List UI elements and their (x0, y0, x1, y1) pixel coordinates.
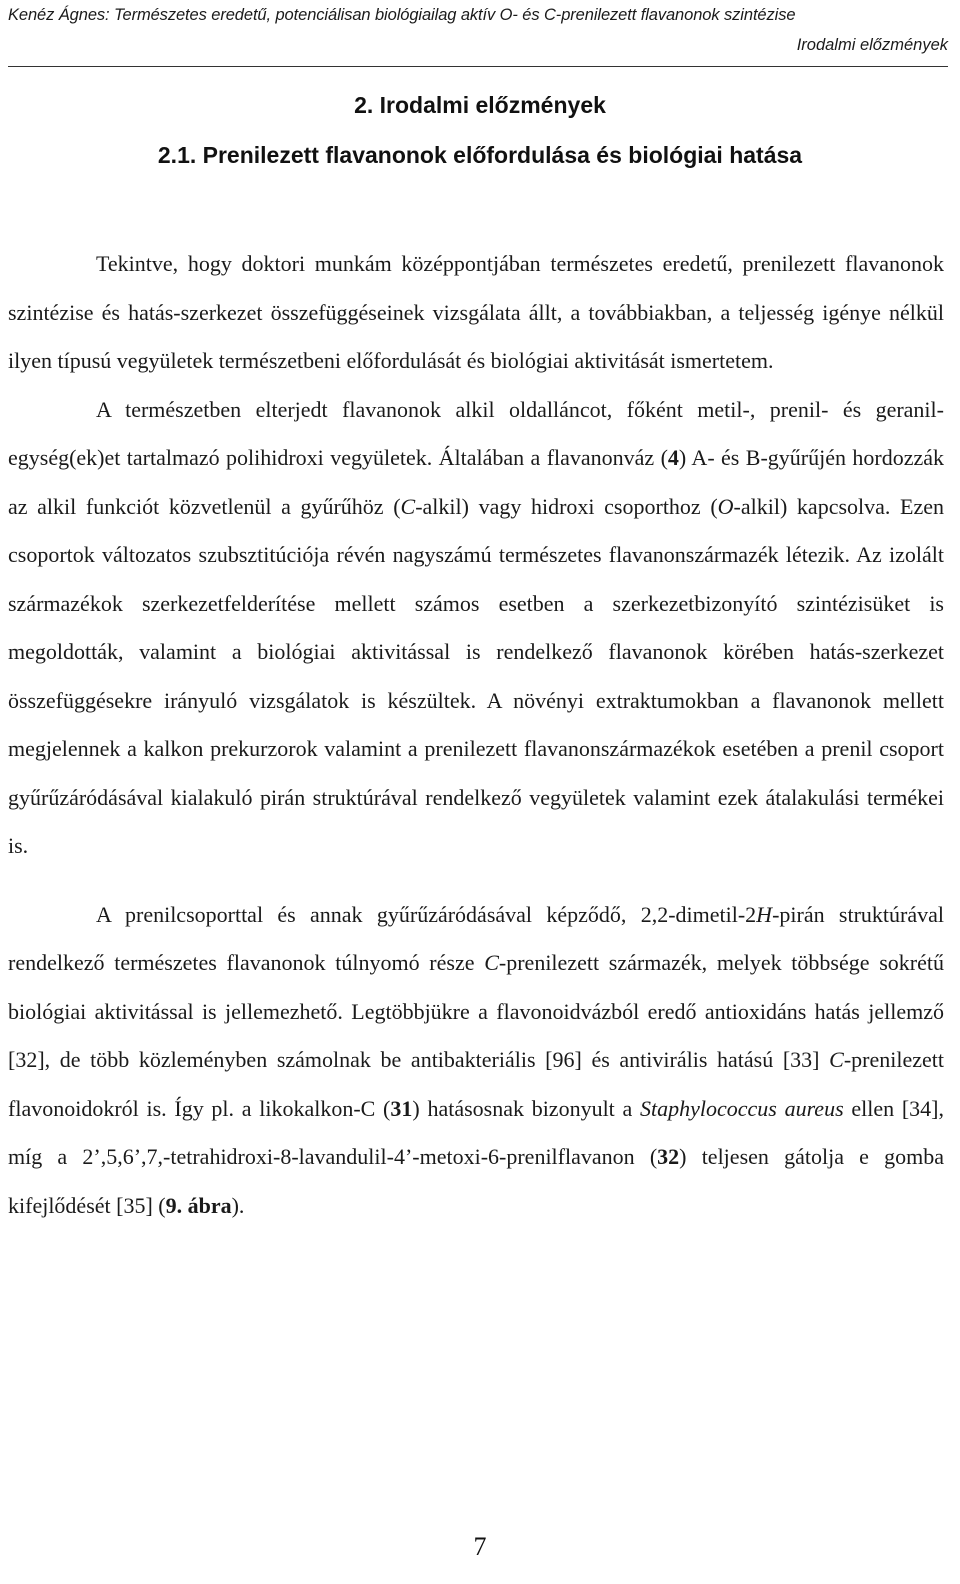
paragraph-text: A prenilcsoporttal és annak gyűrűzáródásával képződő, 2,2-dimetil-2 (96, 901, 757, 927)
italic-term: C (400, 493, 416, 519)
page-number: 7 (473, 1532, 487, 1561)
paragraph-3 (8, 891, 944, 1231)
chapter-heading: 2. Irodalmi előzmények (354, 92, 606, 118)
header-rule (8, 66, 948, 67)
paragraph-text: ellen [34], míg a 2’,5,6’,7,-tetrahidroxi-8-lavandulil-4’-metoxi-6-prenilflavanon ( (8, 1095, 944, 1169)
italic-term: C (484, 950, 499, 975)
paragraph-text: ). (231, 1192, 245, 1218)
compound-number: 4 (667, 445, 679, 470)
body-text (8, 240, 944, 1230)
paragraph-2 (8, 386, 944, 871)
paragraph-text: -prenilezett származék, melyek többsége sokrétű biológiai aktivitással is jellemezhető. Legtöbbjükre a flavonoidvázból eredő antioxidáns hatás jellemző [32], de több közleményben számolnak be antibakteriális [96] és antivirális hatású [33] (8, 950, 945, 1072)
compound-number: 32 (657, 1144, 680, 1169)
running-header (8, 6, 948, 55)
paragraph-1 (8, 240, 944, 386)
header-section-name: Irodalmi előzmények (796, 36, 948, 54)
figure-reference: 9. ábra (165, 1192, 232, 1218)
paragraph-text: A természetben elterjedt flavanonok alkil oldalláncot, főként metil-, prenil- és geranil-egység(ek)et tartalmazó polihidroxi vegyületek. Általában a flavanonváz ( (8, 396, 944, 470)
paragraph-text: Tekintve, hogy doktori munkám középpontjában természetes eredetű, prenilezett flavanonok szintézise és hatás-szerkezet összefüggéseinek vizsgálata állt, a továbbiakban, a teljesség igénye nélkül ilyen típusú vegyületek természetbeni előfordulását és biológiai aktivitását ismertetem. (8, 251, 944, 373)
italic-term: H (756, 901, 773, 927)
paragraph-text: ) hatásosnak bizonyult a (412, 1095, 640, 1121)
header-author-title: Kenéz Ágnes: Természetes eredetű, potenciálisan biológiailag aktív O- és C-prenilezett flavanonok szintézise (8, 6, 796, 24)
paragraph-text: ) A- és B-gyűrűjén hordozzák az alkil funkciót közvetlenül a gyűrűhöz ( (8, 445, 944, 519)
compound-number: 31 (390, 1095, 413, 1121)
italic-term: C (829, 1047, 844, 1072)
paragraph-text: -pirán struktúrával rendelkező természetes flavanonok túlnyomó része (8, 901, 944, 975)
italic-term: O (717, 493, 734, 519)
section-heading: 2.1. Prenilezett flavanonok előfordulása és biológiai hatása (157, 142, 803, 168)
paragraph-text: -prenilezett flavonoidokról is. Így pl. a likokalkon-C ( (8, 1047, 944, 1121)
species-name: Staphylococcus aureus (640, 1095, 844, 1121)
paragraph-text: -alkil) vagy hidroxi csoporthoz ( (415, 493, 718, 519)
paragraph-text: -alkil) kapcsolva. Ezen csoportok változatos szubsztitúciója révén nagyszámú természetes flavanonszármazék létezik. Az izolált származékok szerkezetfelderítése mellett számos esetben a szerkezetbizonyító szintézisüket is megoldották, valamint a biológiai aktivitással is rendelkező flavanonok körében hatás-szerkezet összefüggésekre irányuló vizsgálatok is készültek. A növényi extraktumokban a flavanonok mellett megjelennek a kalkon prekurzorok valamint a prenilezett flavanonszármazékok esetében a prenil csoport gyűrűzáródásával kialakuló pirán struktúrával rendelkező vegyületek valamint ezek átalakulási termékei is. (8, 493, 944, 858)
paragraph-text: ) teljesen gátolja e gomba kifejlődését [35] ( (8, 1144, 944, 1218)
